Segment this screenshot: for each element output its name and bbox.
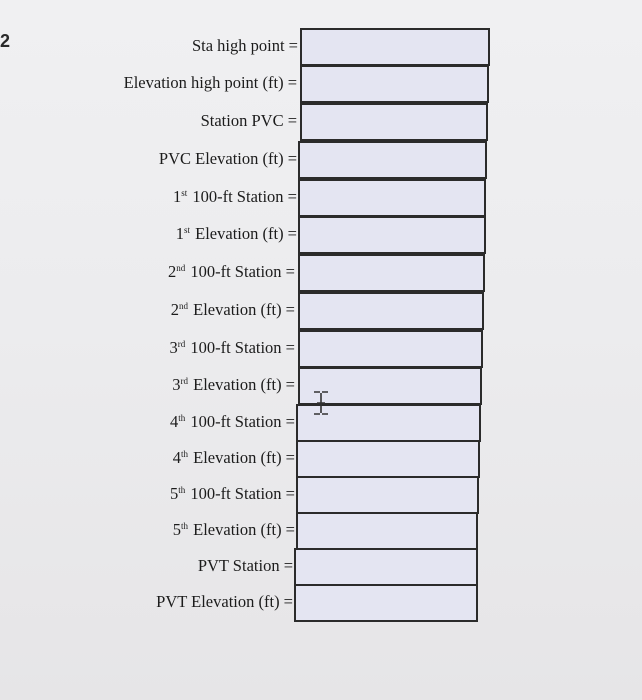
answer-input[interactable] bbox=[298, 179, 486, 217]
field-label bbox=[192, 36, 298, 56]
field-label-text: Sta high point = bbox=[191, 36, 298, 55]
ordinal-suffix: st bbox=[184, 225, 191, 235]
field-row-label bbox=[0, 404, 295, 440]
field-label-text: Elevation (ft) = bbox=[191, 224, 297, 243]
ordinal-number: 3 bbox=[169, 338, 178, 357]
answer-input[interactable] bbox=[300, 28, 490, 66]
field-label-text: Station PVC = bbox=[200, 111, 297, 130]
ordinal-number: 4 bbox=[172, 448, 181, 467]
field-row-label bbox=[0, 367, 295, 403]
field-row-label bbox=[0, 476, 295, 512]
field-label-text: 100-ft Station = bbox=[186, 484, 295, 503]
field-row-label bbox=[0, 216, 297, 252]
field-row-label bbox=[0, 254, 295, 290]
text-cursor-icon bbox=[310, 390, 332, 416]
field-label bbox=[201, 111, 297, 131]
ordinal-number: 5 bbox=[169, 484, 179, 503]
ordinal-number: 4 bbox=[169, 412, 179, 431]
ordinal-suffix: th bbox=[181, 521, 189, 531]
field-label bbox=[172, 375, 295, 395]
field-label bbox=[169, 338, 295, 358]
field-row-label bbox=[0, 512, 295, 548]
field-label bbox=[173, 520, 295, 540]
answer-input[interactable] bbox=[298, 254, 485, 292]
answer-input[interactable] bbox=[300, 65, 489, 103]
ordinal-number: 5 bbox=[172, 520, 181, 539]
field-label bbox=[171, 300, 295, 320]
field-row-label bbox=[0, 28, 298, 64]
ordinal-suffix: th bbox=[178, 485, 186, 495]
field-label-text: Elevation high point (ft) = bbox=[123, 73, 297, 92]
field-label bbox=[124, 73, 297, 93]
answer-input[interactable] bbox=[294, 584, 478, 622]
field-label-text: PVT Elevation (ft) = bbox=[156, 592, 293, 611]
answer-input[interactable] bbox=[296, 512, 478, 550]
ordinal-number: 2 bbox=[167, 262, 177, 281]
field-label-text: Elevation (ft) = bbox=[189, 375, 295, 394]
field-label bbox=[176, 224, 297, 244]
answer-input[interactable] bbox=[294, 548, 478, 586]
field-row-label bbox=[0, 292, 295, 328]
field-label-text: 100-ft Station = bbox=[186, 412, 295, 431]
field-row-label bbox=[0, 103, 297, 139]
field-label bbox=[173, 448, 295, 468]
field-row-label bbox=[0, 584, 293, 620]
field-label-text: 100-ft Station = bbox=[186, 262, 295, 281]
field-row-label bbox=[0, 179, 297, 215]
field-label-text: Elevation (ft) = bbox=[189, 300, 295, 319]
field-row-label bbox=[0, 330, 295, 366]
field-row-label bbox=[0, 548, 293, 584]
field-label-text: 100-ft Station = bbox=[186, 338, 295, 357]
field-label bbox=[170, 412, 295, 432]
field-row-label bbox=[0, 65, 297, 101]
field-label-text: Elevation (ft) = bbox=[189, 520, 295, 539]
field-label bbox=[170, 484, 295, 504]
answer-input[interactable] bbox=[300, 103, 488, 141]
field-label bbox=[198, 556, 293, 576]
answer-input[interactable] bbox=[296, 440, 480, 478]
ordinal-number: 1 bbox=[175, 224, 184, 243]
ordinal-suffix: th bbox=[181, 449, 189, 459]
ordinal-suffix: rd bbox=[180, 376, 189, 386]
ordinal-suffix: st bbox=[181, 188, 188, 198]
field-label-text: 100-ft Station = bbox=[188, 187, 297, 206]
field-label-text: PVT Station = bbox=[197, 556, 293, 575]
field-label bbox=[159, 149, 297, 169]
question-number: 2 bbox=[0, 31, 11, 51]
ordinal-suffix: nd bbox=[176, 263, 186, 273]
field-label-text: Elevation (ft) = bbox=[189, 448, 295, 467]
answer-input[interactable] bbox=[298, 330, 483, 368]
field-label bbox=[173, 187, 297, 207]
ordinal-suffix: nd bbox=[179, 301, 189, 311]
answer-input[interactable] bbox=[298, 141, 487, 179]
ordinal-suffix: rd bbox=[177, 339, 186, 349]
answer-input[interactable] bbox=[296, 476, 479, 514]
field-row-label bbox=[0, 440, 295, 476]
answer-input[interactable] bbox=[298, 216, 486, 254]
ordinal-suffix: th bbox=[178, 413, 186, 423]
field-label bbox=[156, 592, 293, 612]
answer-input[interactable] bbox=[298, 292, 484, 330]
ordinal-number: 1 bbox=[172, 187, 182, 206]
field-row-label bbox=[0, 141, 297, 177]
field-label-text: PVC Elevation (ft) = bbox=[158, 149, 297, 168]
ordinal-number: 3 bbox=[172, 375, 181, 394]
ordinal-number: 2 bbox=[170, 300, 180, 319]
field-label bbox=[168, 262, 295, 282]
